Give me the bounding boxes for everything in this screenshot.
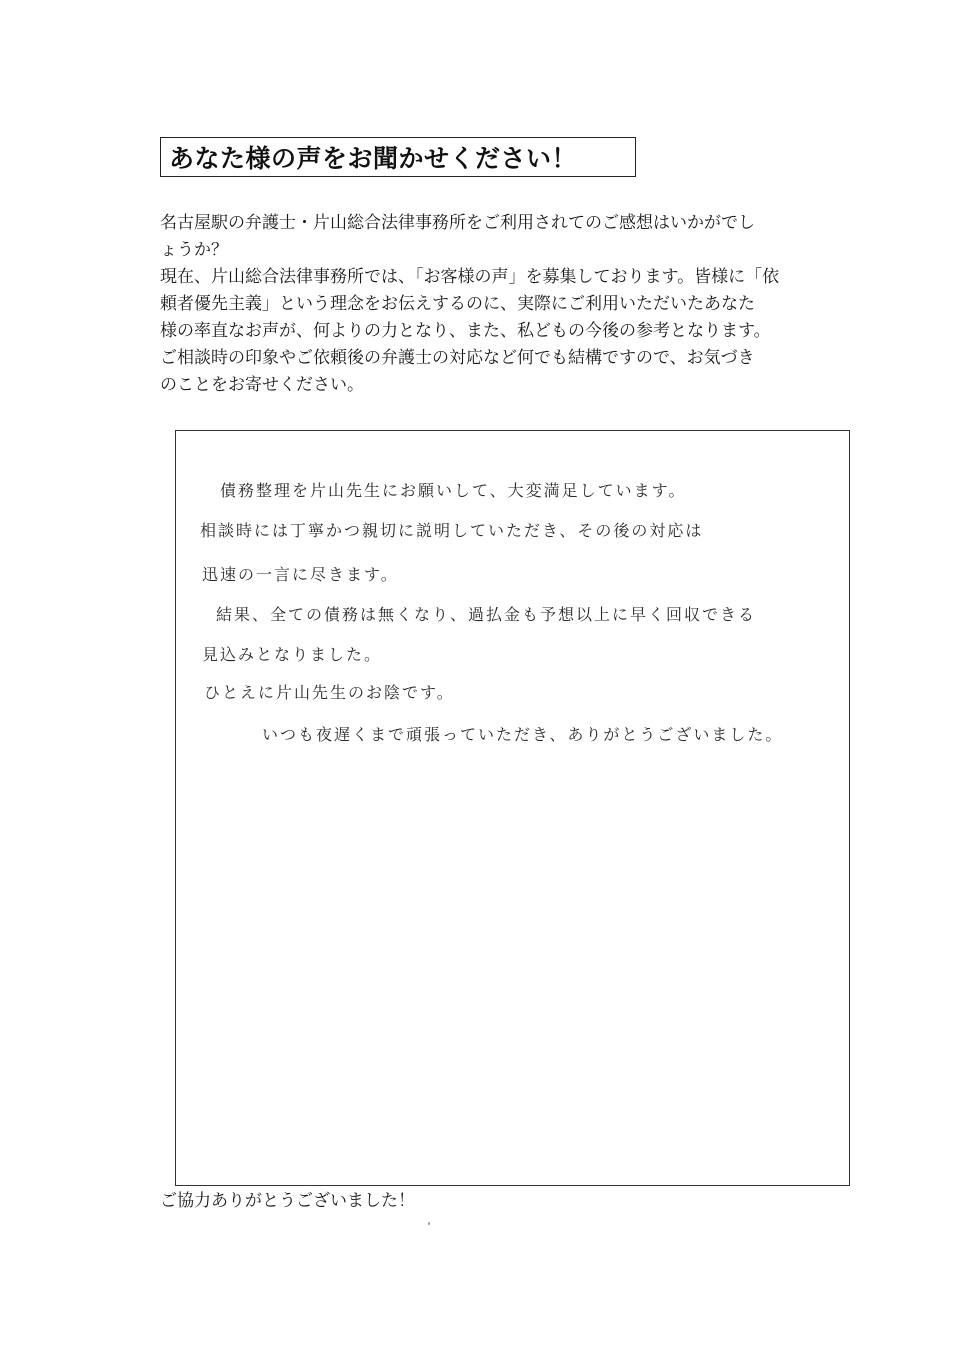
comment-line: いつも夜遅くまで頑張っていただき、ありがとうございました。 [262,725,784,744]
intro-text [160,210,870,399]
comment-line: 相談時には丁寧かつ親切に説明していただき、その後の対応は [200,521,704,540]
thanks-message: ご協力ありがとうございました！ [160,1191,415,1211]
comment-line: ひとえに片山先生のお陰です。 [204,683,455,702]
comment-line: 結果、全ての債務は無くなり、過払金も予想以上に早く回収できる [216,605,757,624]
comment-box [175,430,850,1186]
comment-line: 債務整理を片山先生にお願いして、大変満足しています。 [220,481,687,500]
page-title: あなた様の声をお聞かせください！ [160,137,636,177]
intro-line: ょうか？ [160,240,228,260]
intro-line: 現在、片山総合法律事務所では、「お客様の声」を募集しております。皆様に「依 [160,267,780,287]
comment-line: 迅速の一言に尽きます。 [202,565,399,584]
intro-line: のことをお寄せください。 [160,375,364,395]
comment-line: 見込みとなりました。 [202,645,383,664]
intro-line: 名古屋駅の弁護士・片山総合法律事務所をご利用されてのご感想はいかがでし [160,213,755,233]
intro-line: 頼者優先主義」という理念をお伝えするのに、実際にご利用いただいたあなた [160,294,755,314]
scan-speck [428,1222,430,1225]
intro-line: 様の率直なお声が、何よりの力となり、また、私どもの今後の参考となります。 [160,321,771,341]
intro-line: ご相談時の印象やご依頼後の弁護士の対応など何でも結構ですので、お気づき [160,348,755,368]
